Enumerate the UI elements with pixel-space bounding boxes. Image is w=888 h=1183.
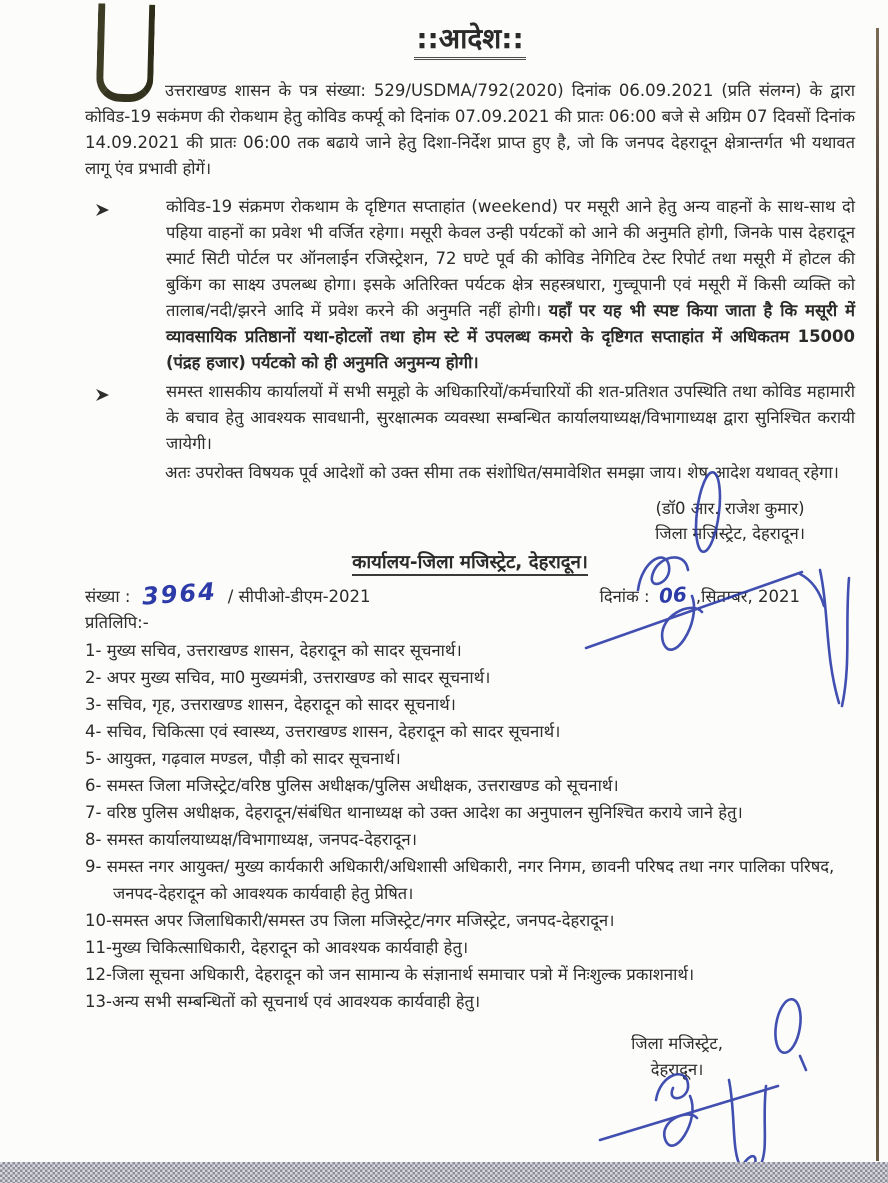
document-content — [85, 12, 855, 1083]
signature-block-bottom — [85, 1031, 723, 1083]
scanner-strip — [0, 1162, 888, 1183]
bullet-1-bold-text: यहाँ पर यह भी स्पष्ट किया जाता है कि मसूरी में व्यावसायिक प्रतिष्ठानों यथा-होटलों तथा होम स्टे में उपलब्ध कमरो के दृष्टिगत सप्ताहांत में अधिकतम 15000 (पंद्रह हजार) पर्यटको को ही अनुमति अनुमन्य होगी। — [166, 301, 855, 372]
copy-item-1: 1- मुख्य सचिव, उत्तराखण्ड शासन, देहरादून को सादर सूचनार्थ। — [85, 641, 462, 660]
copy-item-5: 5- आयुक्त, गढ़वाल मण्डल, पौड़ी को सादर सूचनार्थ। — [85, 749, 401, 768]
copy-item-6: 6- समस्त जिला मजिस्ट्रेट/वरिष्ठ पुलिस अधीक्षक/पुलिस अधीक्षक, उत्तराखण्ड को सूचनार्थ। — [85, 776, 619, 795]
order-title-row — [85, 22, 855, 60]
copy-item-10: 10-समस्त अपर जिलाधिकारी/समस्त उप जिला मजिस्ट्रेट/नगर मजिस्ट्रेट, जनपद-देहरादून। — [85, 911, 615, 930]
reference-suffix: / सीपीओ-डीएम-2021 — [227, 587, 371, 606]
copy-item-2: 2- अपर मुख्य सचिव, मा0 मुख्यमंत्री, उत्तराखण्ड को सादर सूचनार्थ। — [85, 668, 491, 687]
reference-number — [85, 577, 371, 611]
handwritten-date-day: 06 — [658, 582, 688, 608]
handwritten-ref-number: 3964 — [140, 577, 218, 611]
issue-date — [600, 582, 800, 610]
copy-item-13: 13-अन्य सभी सम्बन्धितों को सूचनार्थ एवं आवश्यक कार्यवाही हेतु। — [85, 992, 481, 1011]
signature-bottom-inner — [631, 1031, 723, 1083]
copy-item-8: 8- समस्त कार्यालयाध्यक्ष/विभागाध्यक्ष, जनपद-देहरादून। — [85, 830, 417, 849]
copy-item-11: 11-मुख्य चिकित्साधिकारी, देहरादून को आवश्यक कार्यवाही हेतु। — [85, 938, 469, 957]
copy-item-3: 3- सचिव, गृह, उत्तराखण्ड शासन, देहरादून को सादर सूचनार्थ। — [85, 695, 456, 714]
arrow-bullet-icon — [95, 194, 110, 376]
bullet-item-2 — [85, 379, 855, 457]
reference-date-row — [85, 577, 855, 611]
office-heading-row — [85, 550, 855, 576]
copy-item-12: 12-जिला सूचना अधिकारी, देहरादून को जन सामान्य के संज्ञानार्थ समाचार पत्रो में निःशुल्क प्रकाशनार्थ। — [85, 965, 695, 984]
bullet-item-1 — [85, 194, 855, 376]
copy-item-7: 7- वरिष्ठ पुलिस अधीक्षक, देहरादून/संबंधित थानाध्यक्ष को उक्त आदेश का अनुपालन सुनिश्चित कराये जाने हेतु। — [85, 803, 743, 822]
signatory-designation: जिला मजिस्ट्रेट, देहरादून। — [655, 524, 805, 543]
order-title: ::आदेश:: — [414, 22, 525, 60]
signatory-name: (डॉ0 आर. राजेश कुमार) — [655, 499, 805, 518]
office-heading: कार्यालय-जिला मजिस्ट्रेट, देहरादून। — [352, 552, 588, 576]
copy-item-4: 4- सचिव, चिकित्सा एवं स्वास्थ्य, उत्तराखण्ड शासन, देहरादून को सादर सूचनार्थ। — [85, 722, 561, 741]
signature-block-top — [85, 496, 805, 546]
bullet-1-normal-text: कोविड-19 संक्रमण रोकथाम के दृष्टिगत सप्ताहांत (weekend) पर मसूरी आने हेतु अन्य वाहनों के साथ-साथ दो पहिया वाहनों का प्रवेश भी वर्जित रहेगा। मसूरी केवल उन्ही पर्यटकों को आने की अनुमति होगी, जिनके पास देहरादून स्मार्ट सिटी पोर्टल पर ऑनलाईन रजिस्ट्रेशन, 72 घण्टे पूर्व की कोविड नेगिटिव टेस्ट रिपोर्ट तथा मसूरी में होटल की बुकिंग का साक्ष्य उपलब्ध होगा। इसके अतिरिक्त पर्यटक क्षेत्र सहस्त्रधारा, गुच्चूपानी एवं मसूरी में किसी व्यक्ति को तालाब/नदी/झरने आदि में प्रवेश करने की अनुमति नहीं होगी। — [166, 197, 855, 320]
arrow-bullet-icon — [95, 379, 110, 457]
signature-top-inner — [655, 496, 805, 546]
footer-designation-line2: देहरादून। — [650, 1060, 704, 1079]
copies-label: प्रतिलिपि:- — [85, 613, 149, 632]
page-edge-line — [876, 28, 879, 1161]
intro-paragraph: उत्तराखण्ड शासन के पत्र संख्या: 529/USDMA/792(2020) दिनांक 06.09.2021 (प्रति संलग्न) के द्वारा कोविड-19 सकंमण की रोकथाम हेतु कोविड कर्फ्यू को दिनांक 07.09.2021 की प्रातः 06:00 बजे से अग्रिम 07 दिवसों दिनांक 14.09.2021 की प्रातः 06:00 तक बढाये जाने हेतु दिशा-निर्देश प्राप्त हुए है, जो कि जनपद देहरादून क्षेत्रान्तर्गत भी यथावत लागू एंव प्रभावी होगें। — [85, 81, 855, 178]
reference-label: संख्या : — [85, 587, 131, 606]
date-rest: ,सितम्बर, 2021 — [695, 587, 800, 606]
copies-list — [85, 637, 855, 1015]
closing-paragraph: अतः उपरोक्त विषयक पूर्व आदेशों को उक्त सीमा तक संशोधित/समावेशित समझा जाय। शेष आदेश यथावत् रहेगा। — [165, 463, 839, 482]
bullet-2-text: समस्त शासकीय कार्यालयों में सभी समूहो के अधिकारियों/कर्मचारियों की शत-प्रतिशत उपस्थिति तथा कोविड महामारी के बचाव हेतु आवश्यक सावधानी, सुरक्षात्मक व्यवस्था सम्बन्धित कार्यालयाध्यक्ष/विभागाध्यक्ष द्वारा सुनिश्चित करायी जायेगी। — [166, 382, 855, 453]
date-label: दिनांक : — [599, 587, 650, 606]
footer-designation-line1: जिला मजिस्ट्रेट, — [631, 1034, 723, 1053]
copy-item-9: 9- समस्त नगर आयुक्त/ मुख्य कार्यकारी अधिकारी/अधिशासी अधिकारी, नगर निगम, छावनी परिषद तथा नगर पालिका परिषद, जनपद-देहरादून को आवश्यक कार्यवाही हेतु प्रेषित। — [85, 857, 835, 903]
signature-ink-bottom — [600, 1074, 778, 1170]
bullet-1-text — [166, 194, 855, 376]
